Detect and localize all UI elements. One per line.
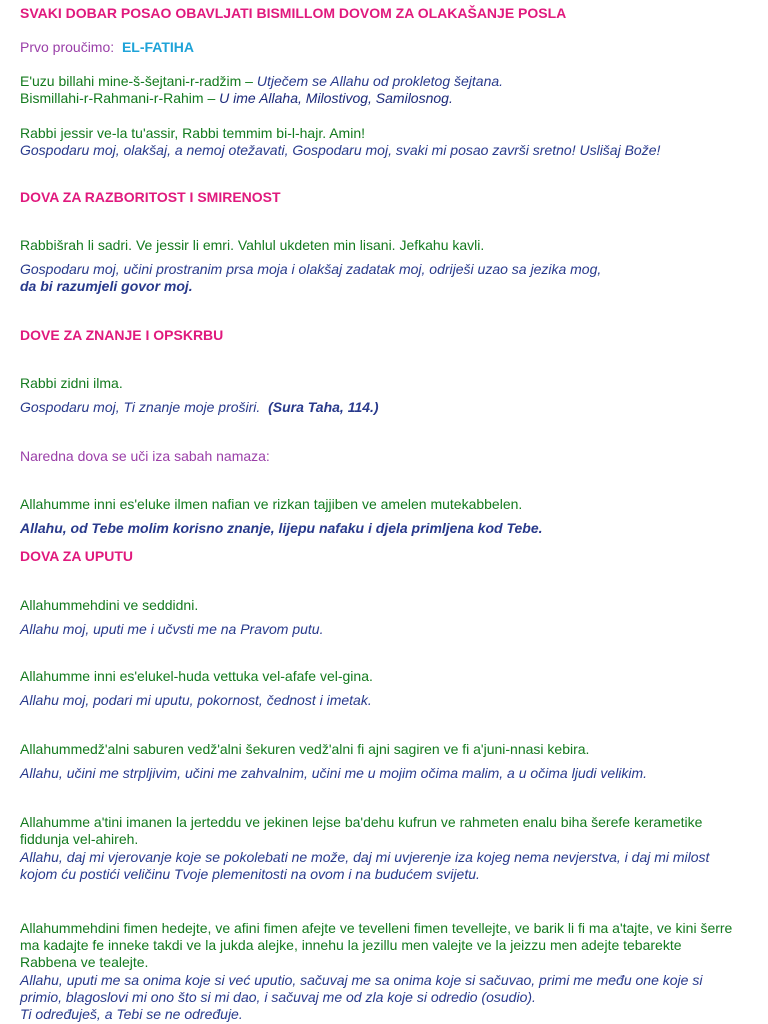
block-imanen bbox=[20, 814, 764, 883]
saburen-arabic: Allahummedž'alni saburen vedž'alni šekuren vedž'alni fi ajni sagiren ve fi a'juni-nnasi kebira. bbox=[20, 741, 590, 757]
seddidni-translation: Allahu moj, uputi me i učvsti me na Pravom putu. bbox=[20, 621, 324, 637]
block-huda bbox=[20, 668, 764, 709]
hedejte-arabic-1: Allahummehdini fimen hedejte, ve afini fimen afejte ve tevelleni fimen tevellejte, ve barik li fi ma a'tajte, ve kini šerre bbox=[20, 920, 733, 936]
heading-bismilla-dova: SVAKI DOBAR POSAO OBAVLJATI BISMILLOM DOVOM ZA OLAKAŠANJE POSLA bbox=[20, 5, 567, 21]
hedejte-arabic-3: Rabbena ve tealejte. bbox=[20, 954, 149, 970]
huda-translation: Allahu moj, podari mi uputu, pokornost, čednost i imetak. bbox=[20, 692, 372, 708]
sabah-note: Naredna dova se uči iza sabah namaza: bbox=[20, 448, 270, 464]
imanen-translation-1: Allahu, daj mi vjerovanje koje se pokolebati ne može, daj mi uvjerenje iza kojeg nema nevjerstva, i daj mi milost bbox=[20, 849, 710, 865]
ilmen-nafian-arabic: Allahumme inni es'eluke ilmen nafian ve rizkan tajjiben ve amelen mutekabbelen. bbox=[20, 496, 523, 512]
intro-line bbox=[20, 39, 764, 56]
rabbisrah-translation-1: Gospodaru moj, učini prostranim prsa moja i olakšaj zadatak moj, odriješi uzao sa jezika mog, bbox=[20, 261, 602, 277]
hedejte-arabic-2: ma kadajte fe inneke takdi ve la jukda alejke, innehu la jezillu men valejte ve la jeizzu men adejte tebarekte bbox=[20, 937, 682, 953]
ilmen-nafian-translation: Allahu, od Tebe molim korisno znanje, lijepu nafaku i djela primljena kod Tebe. bbox=[20, 520, 543, 536]
block-mehdini-seddidni bbox=[20, 597, 764, 638]
imanen-translation-2: kojom ću postići veličinu Tvoje plemenitosti na ovom i na budućem svijetu. bbox=[20, 866, 480, 882]
rabbi-zidni-arabic: Rabbi zidni ilma. bbox=[20, 375, 123, 391]
rabbi-zidni-line bbox=[20, 399, 764, 416]
block-rabbi-jessir bbox=[20, 125, 764, 159]
heading-razboritost: DOVA ZA RAZBORITOST I SMIRENOST bbox=[20, 189, 281, 205]
bismilla-arabic: Bismillahi-r-Rahmani-r-Rahim – bbox=[20, 90, 216, 106]
bismilla-translation: U ime Allaha, Milostivog, Samilosnog. bbox=[219, 90, 453, 106]
euzu-arabic: E'uzu billahi mine-š-šejtani-r-radžim – bbox=[20, 73, 253, 89]
block-rabbi-zidni bbox=[20, 375, 764, 416]
rabbisrah-translation-2: da bi razumjeli govor moj. bbox=[20, 278, 193, 294]
rabbisrah-arabic: Rabbišrah li sadri. Ve jessir li emri. Vahlul ukdeten min lisani. Jefkahu kavli. bbox=[20, 237, 485, 253]
hedejte-translation-3: Ti određuješ, a Tebi se ne određuje. bbox=[20, 1006, 243, 1022]
intro-label: Prvo proučimo: bbox=[20, 39, 115, 55]
euzu-translation: Utječem se Allahu od prokletog šejtana. bbox=[256, 73, 504, 89]
heading-znanje: DOVE ZA ZNANJE I OPSKRBU bbox=[20, 327, 224, 343]
euzu-line bbox=[20, 73, 764, 90]
heading-uputu: DOVA ZA UPUTU bbox=[20, 548, 134, 564]
hedejte-translation-2: primio, blagoslovi mi ono što si mi dao, i sačuvaj me od zla koje si odredio (osudio). bbox=[20, 989, 536, 1005]
rabbi-zidni-translation: Gospodaru moj, Ti znanje moje proširi. bbox=[20, 399, 261, 415]
rabbi-jessir-arabic: Rabbi jessir ve-la tu'assir, Rabbi temmim bi-l-hajr. Amin! bbox=[20, 125, 366, 141]
imanen-arabic-2: fiddunja vel-ahireh. bbox=[20, 831, 139, 847]
bismilla-line bbox=[20, 90, 764, 107]
intro-fatiha: EL-FATIHA bbox=[121, 39, 195, 55]
saburen-translation: Allahu, učini me strpljivim, učini me zahvalnim, učini me u mojim očima malim, a u očima ljudi velikim. bbox=[20, 765, 648, 781]
sura-reference: (Sura Taha, 114.) bbox=[268, 399, 379, 415]
seddidni-arabic: Allahummehdini ve seddidni. bbox=[20, 597, 199, 613]
rabbi-jessir-translation: Gospodaru moj, olakšaj, a nemoj otežavati, Gospodaru moj, svaki mi posao završi sretno! Uslišaj Bože! bbox=[20, 142, 661, 158]
block-ilmen-nafian bbox=[20, 496, 764, 537]
block-euzu bbox=[20, 73, 764, 107]
imanen-arabic-1: Allahumme a'tini imanen la jerteddu ve jekinen lejse ba'dehu kufrun ve rahmeten enalu biha šerefe kerametike bbox=[20, 814, 703, 830]
block-fimen-hedejte bbox=[20, 920, 764, 1023]
hedejte-translation-1: Allahu, uputi me sa onima koje si već uputio, sačuvaj me sa onima koje si sačuvao, primi me među one koje si bbox=[20, 972, 703, 988]
huda-arabic: Allahumme inni es'elukel-huda vettuka vel-afafe vel-gina. bbox=[20, 668, 373, 684]
block-saburen bbox=[20, 741, 764, 782]
block-rabbisrah bbox=[20, 237, 764, 295]
